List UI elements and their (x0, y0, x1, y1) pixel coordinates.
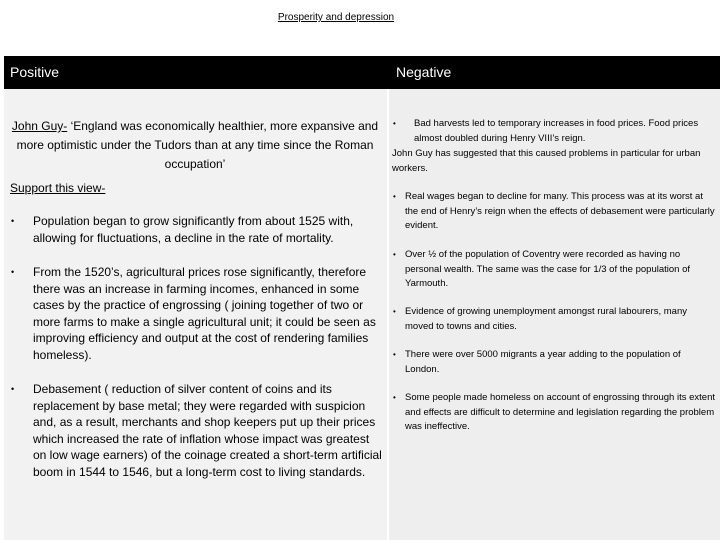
list-item (8, 381, 384, 480)
list-item-text: Real wages began to decline for many. This process was at its worst at the end of Henry’s reign when the effects of debasement were particularly evident. (405, 191, 715, 231)
bullet-icon: • (11, 216, 15, 226)
quote-text: ‘England was economically healthier, more expansive and more optimistic under the Tudors than at any time since the Roman occupation’ (16, 119, 379, 171)
list-item-text: From the 1520’s, agricultural prices rose significantly, therefore there was an increase in farming incomes, enhanced in some cases by the practice of engrossing ( joining together of two or more farms to make a single agricultural unit; it could be seen as improving efficiency and output at the cost of rendering families homeless). (33, 265, 376, 362)
bullet-icon: • (393, 192, 396, 201)
list-item-text: Bad harvests led to temporary increases in food prices. Food prices almost doubled during Henry VIII’s reign. (414, 118, 699, 144)
john-guy-note: John Guy has suggested that this caused problems in particular for urban workers. (392, 148, 701, 174)
positive-header: Positive (10, 64, 60, 80)
list-item-text: Some people made homeless on account of engrossing through its extent and effects are difficult to determine and legislation regarding the problem was ineffective. (405, 392, 715, 432)
table-header-row (4, 56, 720, 89)
john-guy-quote (8, 117, 382, 174)
list-item (389, 348, 717, 377)
list-item (389, 305, 717, 334)
bullet-icon: • (393, 393, 396, 402)
list-item-text: Over ½ of the population of Coventry were recorded as having no personal wealth. The same was the case for 1/3 of the population of Yarmouth. (405, 249, 690, 289)
bullet-icon: • (393, 307, 396, 316)
list-item (389, 190, 717, 234)
list-item (389, 248, 717, 292)
list-item (389, 117, 717, 146)
bullet-icon: • (11, 384, 15, 394)
bullet-icon: • (11, 267, 15, 277)
negative-header: Negative (396, 64, 452, 80)
bullet-icon: • (393, 119, 396, 128)
list-item (389, 391, 717, 435)
list-item-text: Debasement ( reduction of silver content of coins and its replacement by base metal; they were regarded with suspicion and, as a result, merchants and shop keepers put up their prices which increased the rate of inflation whose impact was greatest on low wage earners) of the coinage created a short-term artificial boom in 1544 to 1546, but a long-term cost to living standards. (33, 382, 382, 479)
support-heading: Support this view- (10, 181, 106, 195)
list-item-text: Population began to grow significantly from about 1525 with, allowing for fluctuations, a decline in the rate of mortality. (33, 214, 354, 245)
bullet-icon: • (393, 350, 396, 359)
bullet-icon: • (393, 250, 396, 259)
negative-column (389, 89, 720, 540)
document-title: Prosperity and depression (277, 12, 395, 23)
list-item (8, 264, 384, 363)
positive-column (4, 89, 388, 540)
list-item-text: There were over 5000 migrants a year adding to the population of London. (405, 349, 681, 375)
list-item-text: Evidence of growing unemployment amongst rural labourers, many moved to towns and cities. (405, 306, 687, 332)
list-item (8, 213, 384, 246)
quote-author: John Guy- (11, 119, 68, 133)
